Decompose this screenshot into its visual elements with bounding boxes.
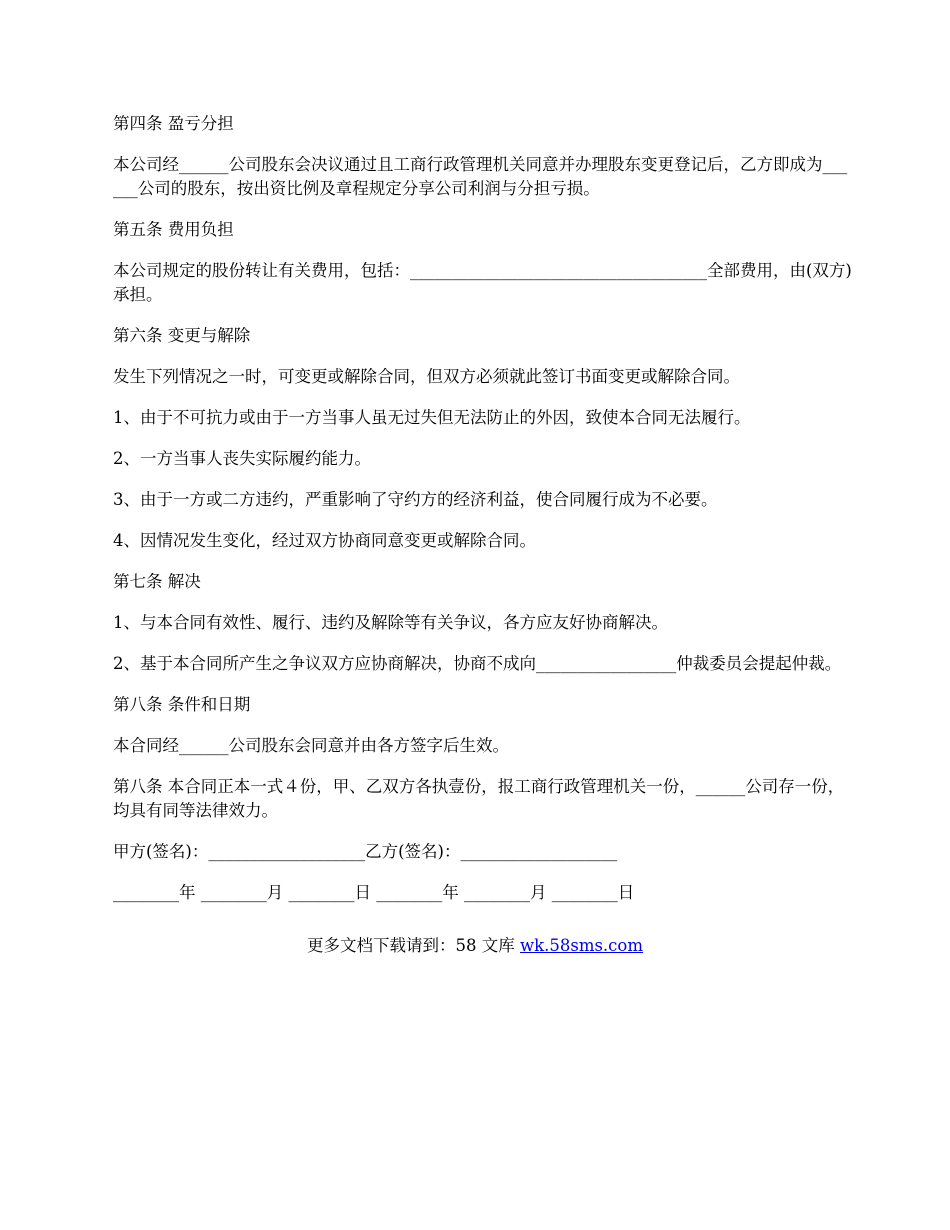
list-item-3: 3、由于一方或二方违约，严重影响了守约方的经济利益，使合同履行成为不必要。: [113, 490, 718, 509]
paragraph-copies: 第八条 本合同正本一式４份，甲、乙双方各执壹份，报工商行政管理机关一份，______公司存一份，均具有同等法律效力。: [113, 777, 845, 820]
paragraph-fees: 本公司规定的股份转让有关费用，包括：____________________________________全部费用，由(双方)承担。: [113, 261, 852, 304]
dispute-item-1: 1、与本合同有效性、履行、违约及解除等有关争议，各方应友好协商解决。: [113, 613, 668, 632]
signature-line: 甲方(签名)：___________________乙方(签名)：___________________: [113, 842, 618, 861]
section-heading-5: 第五条 费用负担: [113, 220, 234, 239]
dispute-item-2: 2、基于本合同所产生之争议双方应协商解决，协商不成向_________________仲裁委员会提起仲裁。: [113, 654, 842, 673]
footer-link[interactable]: wk.58sms.com: [519, 936, 643, 955]
section-heading-6: 第六条 变更与解除: [113, 326, 251, 345]
section-heading-7: 第七条 解决: [113, 572, 201, 591]
list-item-2: 2、一方当事人丧失实际履约能力。: [113, 449, 371, 468]
footer-text: 更多文档下载请到：58 文库: [306, 936, 520, 955]
paragraph-change-termination: 发生下列情况之一时，可变更或解除合同，但双方必须就此签订书面变更或解除合同。: [113, 367, 740, 386]
list-item-1: 1、由于不可抗力或由于一方当事人虽无过失但无法防止的外因，致使本合同无法履行。: [113, 408, 751, 427]
paragraph-profit-loss: 本公司经______公司股东会决议通过且工商行政管理机关同意并办理股东变更登记后，乙方即成为______公司的股东，按出资比例及章程规定分享公司利润与分担亏损。: [113, 155, 848, 198]
document-body: [113, 112, 855, 922]
section-heading-4: 第四条 盈亏分担: [113, 114, 234, 133]
footer: [0, 934, 950, 958]
date-line: ________年 ________月 ________日 ________年 ________月 ________日: [113, 883, 635, 902]
section-heading-8: 第八条 条件和日期: [113, 695, 251, 714]
list-item-4: 4、因情况发生变化，经过双方协商同意变更或解除合同。: [113, 531, 536, 550]
paragraph-effective: 本合同经______公司股东会同意并由各方签字后生效。: [113, 736, 509, 755]
